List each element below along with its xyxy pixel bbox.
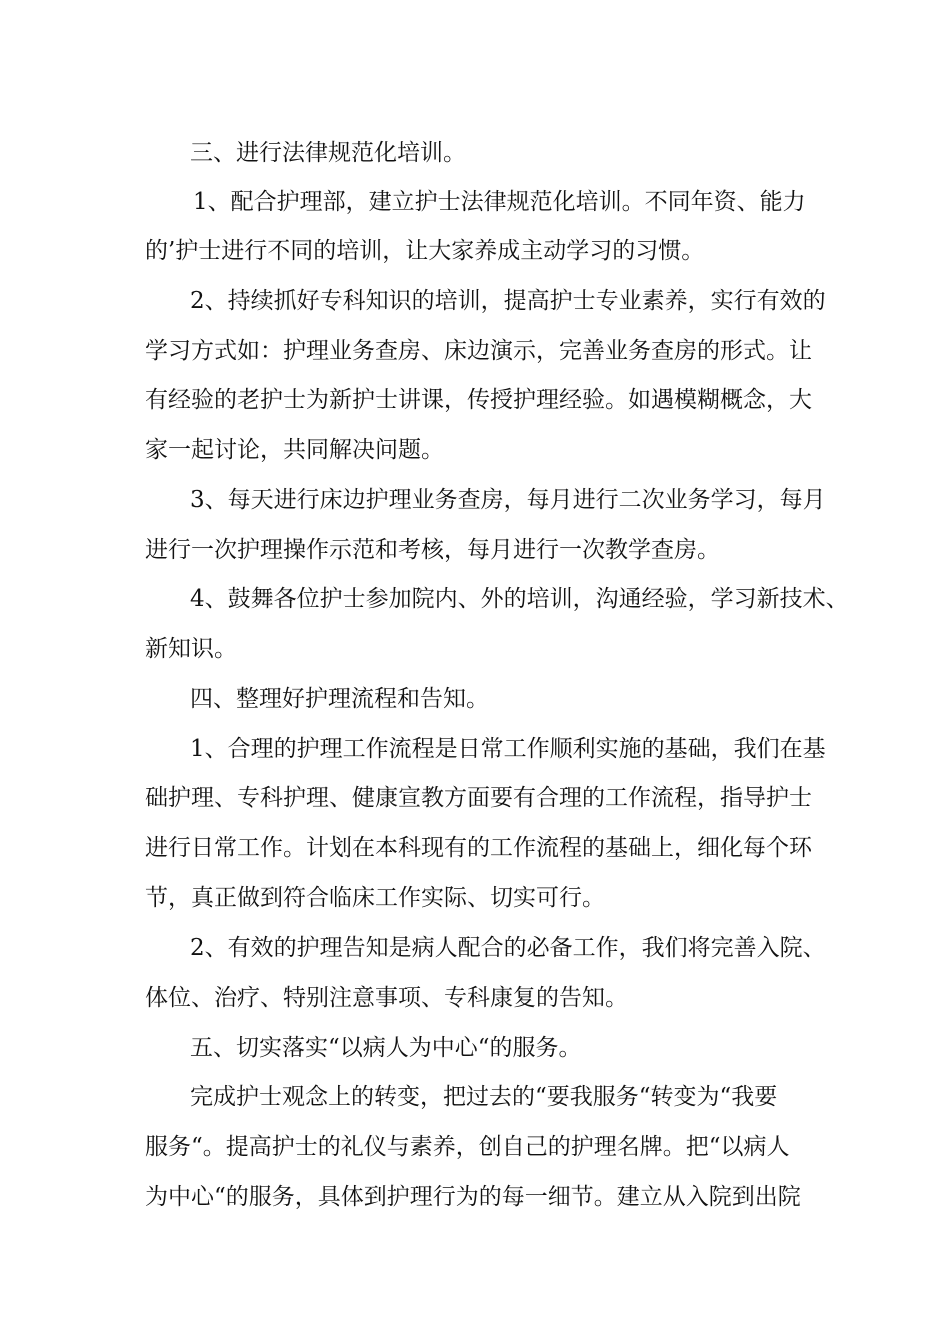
paragraph-line: 4、鼓舞各位护士参加院内、外的培训，沟通经验，学习新技术、 [190, 586, 849, 612]
paragraph-line: 节，真正做到符合临床工作实际、切实可行。 [145, 885, 605, 911]
paragraph-line: 1、合理的护理工作流程是日常工作顺利实施的基础，我们在基 [190, 736, 826, 762]
paragraph-line: 的’护士进行不同的培训，让大家养成主动学习的习惯。 [145, 238, 705, 264]
section-heading-3: 三、进行法律规范化培训。 [190, 140, 466, 166]
paragraph-line: 家一起讨论，共同解决问题。 [145, 437, 444, 463]
paragraph-line: 有经验的老护士为新护士讲课，传授护理经验。如遇模糊概念，大 [145, 387, 812, 413]
paragraph-line: 学习方式如：护理业务查房、床边演示，完善业务查房的形式。让 [145, 338, 812, 364]
paragraph-line: 服务“。提高护士的礼仪与素养，创自己的护理名牌。把“以病人 [145, 1134, 790, 1160]
paragraph-line: 体位、治疗、特别注意事项、专科康复的告知。 [145, 985, 628, 1011]
paragraph-line: 1、配合护理部，建立护士法律规范化培训。不同年资、能力 [193, 189, 806, 215]
section-heading-4: 四、整理好护理流程和告知。 [190, 686, 489, 712]
paragraph-line: 2、有效的护理告知是病人配合的必备工作，我们将完善入院、 [190, 935, 826, 961]
paragraph-line: 为中心“的服务，具体到护理行为的每一细节。建立从入院到出院 [145, 1184, 801, 1210]
paragraph-line: 进行一次护理操作示范和考核，每月进行一次教学查房。 [145, 537, 720, 563]
paragraph-line: 2、持续抓好专科知识的培训，提高护士专业素养，实行有效的 [190, 288, 826, 314]
paragraph-line: 进行日常工作。计划在本科现有的工作流程的基础上，细化每个环 [145, 835, 812, 861]
paragraph-line: 新知识。 [145, 636, 237, 662]
section-heading-5: 五、切实落实“以病人为中心“的服务。 [190, 1035, 582, 1061]
paragraph-line: 础护理、专科护理、健康宣教方面要有合理的工作流程，指导护士 [145, 785, 812, 811]
paragraph-line: 3、每天进行床边护理业务查房，每月进行二次业务学习，每月 [190, 487, 826, 513]
paragraph-line: 完成护士观念上的转变，把过去的“要我服务“转变为“我要 [190, 1084, 778, 1110]
